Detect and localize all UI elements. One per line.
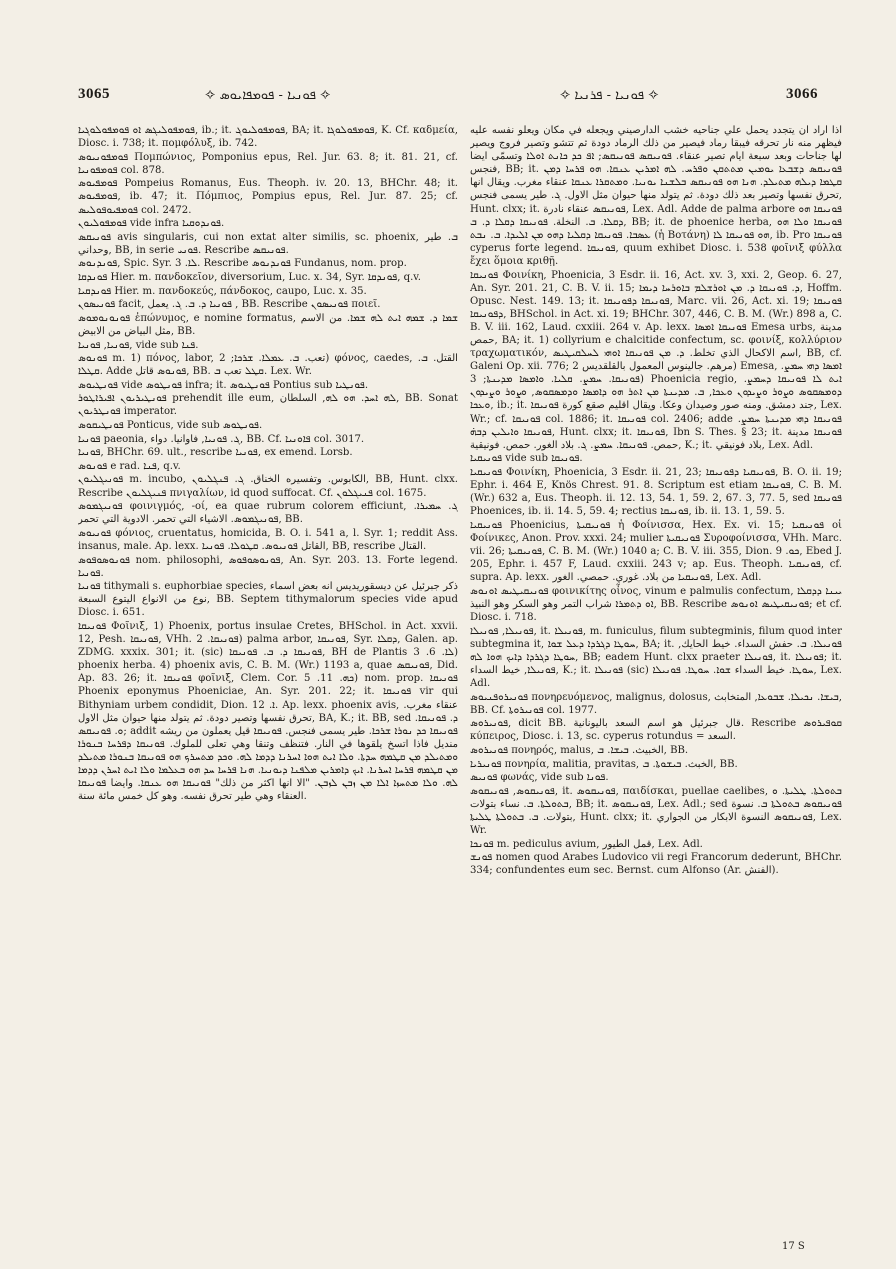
dictionary-entry: اذا اراد ان يتجدد يحمل علي جناحيه خشب الدارصيني ويجعله في مكان ويعلو نفسه عليه فيظهر منه نار تحرقه فيبقا رماد فيصير من ذلك الرماد دودة ثم تتشو وتصير فروج ويصير لها جناحات وبعد سبعة ايام تصير عنقاء. ܦܘܢܝܩܣ ܦܘܢܝܩܣ; ܐܦ ܟܕ ܟܐܢܬ ܐܘܠܐ وتسمّى ايضا فنجس, BB; it. ܦܘܢܝܩܣ ܕܫܒܥܐ ܝܘܡܝܢ ܡܬܬܩܢ ܘܦܪܚ. ܠܗ ܐܡܪܝܢ ܥܢܩܐ. ܗܘ ܦܪܚܐ ܕܡܢ ܩܛܡܐ ܕܝܠܗ ܡܬܝܠܕ. ܗܢܐ ܗܘ ܦܘܢܝܩܣ ܒܠܫܢܐ ܝܘܢܝܐ. ܘܡܬܩܪܐ ܥܢܩܐ عنقاء مغرب. ويقال انها تحرق نفسها وتصير بعد ذلك دودة. ثم يتولد منها حيوان مثل الاول. ܓ. طير يسمى فنجس, Hunt. clxx; it. ܦܘܢܝܩܣ عنقاء نادرة, Lex. Adl. Adde de palma arbore ܦܘܢܝܩܐ ܗܘ ܕܩܠܐ. ܒ. النخلة. ܦܘܢܝܩܐ ܕܩܠܐ ܕ. ܒ, BB; it. de phoenice herba, ܦܘܢܝܩܐ ܘܠܐ ܗܘ ܥܣܒܐ. ܦܘܢܝܩܐ ܕܩܠܝܐ ܕܗܘ ܡܢ ܐܠܝܕܐ. ܒ. ܢܒܬ (ἡ Βοτάνη) ܗܘ ܦܘܢܝܩܐ ܠܐ, ib. Pro ܦܘܢܝܩܐ cyperus forte legend. ܦܘܢܝܩܐ, quum exhibet Diosc. i. 538 φοῖνιξ φύλλα ἔχει ὅμοια κριθῇ. [470, 125, 842, 267]
dictionary-entry: ܦܘܡܦܘܠܝܘܢ vide infra ܦܘܢܕܘܩܝܐ. [78, 218, 225, 230]
dictionary-entry: ܦܘܡܦܝܘܣ Pompeius Romanus, Eus. Theoph. iv. 20. 13, BHChr. 48; it. ܦܘܡܦܝܘܣ, ib. 47; it. Πόμπιος, Pompius epus, Rel. Jur. 87. 25; cf. ܦܘܡܦܝܘܦܘܠܝܣ col. 2472. [78, 178, 458, 216]
dictionary-entry: ܦܘܢܘܣܘܦܘܣ nom. philosophi, ܦܘܢܘܣܘܦܘܣ, An. Syr. 203. 13. Forte legend. ܦܘܢܝܐ. [78, 554, 458, 579]
left-column [78, 124, 458, 1244]
dictionary-entry: ܦܘܢܛܝܩܘܣ Ponticus, vide sub ܦܘܢܛܘܣ. [78, 420, 263, 432]
dictionary-entry: ܦܘܢܝܐ, BHChr. 69. ult., rescribe ܦܘܢܝܐ, ex emend. Lorsb. [78, 447, 353, 459]
dictionary-entry: ܦܘܢܝܩܝܐ vide sub ܦܘܢܝܩܐ. [470, 453, 583, 465]
dictionary-entry: ܦܘܢܕܩܝܐ Hier. m. πανδοκεύς, πάνδοκος, caupo, Luc. x. 35. [78, 285, 367, 297]
dictionary-entry: ܦܘܢܕܩܐ Hier. m. πανδοκεῖον, diversorium, Luc. x. 34, Syr. ܦܘܢܕܩܐ, q.v. [78, 272, 421, 284]
dictionary-entry: ܦܘܢܝܩܐ Φοῖνιξ, 1) Phoenix, portus insulae Cretes, BHSchol. in Act. xxvii. 12, Pesh. ܦܘܢܝܩܐ, VHh. ܦܘܢܝܩܐ. 2) palma arbor, ܦܘܢܝܩܐ, Syr. ܕܩܠܐ, Galen. ap. ZDMG. xxxix. 301; it. (sic) ܦܘܢܝܩܐ ܕ. ܒ. ܦܘܢܝܩܐ, BH de Plantis ܠܐ. 6. 3) phoenix herba. 4) phoenix avis, C. B. M. (Wr.) 1193 a, quae ܦܘܢܝܩܣ, Did. Ap. 83. 26; it. ܦܘܢܝܩܐ φοῖνιξ, Clem. Cor. ܟܗ. 11. 5) nom. prop. ܦܘܢܝܩܐ Phoenix eponymus Phoeniciae, An. Syr. 201. 22; it. ܦܘܢܝܩܐ vir qui Bithyniam urbem condidit, Dion. ܐ. 12. Ap. lexx. phoenix avis, عنقاء مغرب. تحرق نفسها وتصير دودة. ثم يتولد منها حيوان مثل الاول, BA, K.; it. BB, sed ܕ. ܦܘܢܝܩܐ. ܘ. ܦܘܢܝܩܣ; addit ܦܘܢܝܩܐ ܟܕ ܢܘܪܐ ܫܪܟܐ. طير يسمى فنجس. ܦܘܢܝܩܐ قيل يعملون من ريشه منديل فاذا اتسخ يلقوها في النار. فتنظف وتنقا وهي تعلى للملوك. ܦܘܢܝܩܐ ܕܦܪܚܐ ܒܢܘܪܐ ܘܡܬܝܠܕ ܡܢ ܩܛܡܗ ܚܕܬܐ. ܘܠܐ ܐܝܬ ܗܘܐ ܐܚܪܢܐ ܕܕܡܐ ܠܗ. ܘܟܕ ܡܬܚܪܟ ܗܘ ܦܘܢܝܩܐ ܒܢܘܪܐ ܡܬܝܠܕ ܡܢ ܩܛܡܗ ܦܪܚܐ ܐܚܪܢܐ. ܐܝܟ ܕܐܡܪܝܢ ܡܠܦܢܐ ܕܝܘܢܝܐ. ܗܢܐ ܦܪܚܐ ܚܕ ܗܘ ܒܥܠܡܐ ܘܠܐ ܐܝܬ ܐܚܪܢ ܕܕܡܐ ܠܗ. ܘܠܐ ܡܬܚܙܐ ܐܠܐ ܡܢ ܙܒܢ ܠܙܒܢ. "الا انها اكثر من ذلك" ܦܘܢܝܩܐ ܗܘ ܥܢܩܐ. وايضا ܦܘܢܝܩܐ العنقاء وهي طير تحرق نفسه. وهو كل خمس مائة سنة. [78, 620, 458, 803]
dictionary-entry: ܦܘܢܫ nomen quod Arabes Ludovico vii regi Francorum dederunt, BHChr. 334; confundentes eum sec. Bernst. cum Alfonso (Ar. الفنش). [470, 852, 842, 877]
dictionary-entry: ܦܘܢܟܐ m. pediculus avium, قمل الطيور, Lex. Adl. [470, 838, 703, 850]
dictionary-entry: ܦܘܢܝܩܐ Φοινίκη, Phoenicia, 3 Esdr. ii. 16, Act. xv. 3, xxi. 2, Geop. 6. 27, An. Syr. 201. 21, C. B. V. ii. 15; ܕ. ܦܘܢܝܩܐ ܕ. ܡܢ ܐܘܪܫܠܡ ܒܐܘܪܚܐ ܕܝܡܐ, Hoffm. Opusc. Nest. 149. 13; it. ܦܘܢܝܩܐ ܕܦܘܢܝܩܐ, Marc. vii. 26, Act. xi. 19; ܦܘܢܝܩܐ ܕܦܘܢܝܩܐ, BHSchol. in Act. xi. 19; BHChr. 307, 446, C. B. M. (Wr.) 898 a, C. B. V. iii. 162, Laud. cxxiii. 264 v. Ap. lexx. ܦܘܢܝܩܐ ܐܡܣܐ Emesa urbs, مدينة حمص, BA; it. 1) collyrium e chalcitide confectum, sc. φοινίξ, κολλύριον τραχωματικόν, اسم الاكحال الذي تخلط. ܕ. ܡܢ ܦܘܢܝܩܐ ܐܘܗܝ ܠܚܠܩܝܛܝܣ, BB, cf. Galeni Op. xii. 776; مرهم. جالينوس المعمول بالقلقديس 2) Emesa, ܐܡܣܐ ܕܗܝ ܚܡܨ. ܦܘܢܝܩܐ. ܚܡܨ. ܩܠܝܐ. ܘܐܡܣܐ ܡܕܝܢܬܐ; 3) Phoenicia regio, ܐܝܬ ܠܐ ܦܘܢܝܩܐ ܕܚܡܨ. ܕܘܡܣܩܘܣ ܘܨܘܪ ܘܨܝܕܘܢ ܘܥܟܐ, ܒ. ܡܕܝܢܬܐ ܡܢ ܐܬܪ ܗܘ ܕܐܡܣܐ ܘܕܡܣܩܘܣ, ܘܨܘܪ ܘܨܝܕܘܢ ܘܥܟܐ, ib.; it. جند دمشق. ومنه صور وصيدان وعكا. ويقال اقليم صقع كورة ܦܘܢܝܩܐ, Lex. Wr.; cf. ܦܘܢܝܩܐ col. 1886; it. ܦܘܢܝܩܐ col. 2406; adde ܦܘܢܝܩܐ ܕܗܝ ܡܕܝܢܬܐ ܚܡܨ. ܦܘܢܝܩܐ ܘܐܝܠܝܢ ܕܒܗ̇, Hunt. clxx; it. ܦܘܢܝܩܐ, Ibn S. Thes. § 23; it. ܦܘܢܝܩܐ مدينة حمص. ܦܘܢܝܩܐ. ܚܡܨ. ܓ. بلاد الغور. حمص. فونيقية, K.; it. بلاد فونيقي, Lex. Adl. [470, 269, 842, 451]
right-running-head: ✧ ܦܘܢܝܐ - ܦܪܢܝܐ ✧ [560, 88, 659, 103]
right-column [470, 124, 842, 1244]
dictionary-entry: ܦܘܢܘܢܘܡܘܣ ἐπώνυμος, e nomine formatus, ܫܡܐ ܕ. ܫܡܗ ܐܝܬ ܠܗ ܫܡܐ. من الاسم مثل البياض من الابيض, BB. [78, 312, 458, 337]
page-header [0, 86, 896, 108]
dictionary-entry: ܦܘܢܝܓܠܝܘܢ m. incubo, الكابوس. وتفسيره الخناق. ܓ. ܦܢܓܠܝܘܢ, BB, Hunt. clxx. Rescribe ܦܢܝܓܠܝܘܢ πνιγαλίων, id quod suffocat. Cf. ܦܢܝܓܠܘܢ col. 1675. [78, 474, 458, 499]
dictionary-entry: ܦܘܢܝܩܝܛܝܣ ܐܘܢܘܣ φοινικίτης οἶνος, vinum e palmulis confectum, ܝܝܢܐ ܕܕܩܠܐ ܐܘ ܕܬܡܪܐ شراب التمر وهو السكر وهو النبيذ, BB. Rescribe ܦܘܢܝܩܝܛܝܣ ܐܘܢܘܣ; et cf. Diosc. i. 718. [470, 585, 842, 623]
dictionary-entry: ܦܘܢܝܩܣ avis singularis, cui non extat alter similis, sc. phoenix, ܒ. طير وحداني, BB, in serie ܦܘܢܝ. Rescribe ܦܘܢܝܩܣ. [78, 231, 458, 256]
dictionary-entry: ܦܘܢܝܪܝܐ πονηρία, malitia, pravitas, الخبث. ܒܝܫܘܬܐ. ܒ, BB. [470, 758, 738, 770]
dictionary-entry: ܦܘܡܦܘܠܝܓܣ ܐܘ ܦܘܡܦܘܠܘܓܝܐ, ib.; it. ܦܘܡܦܘܠܝܘܓ, BA; it. ܦܘܡܦܘܠܘܓܐ, K. Cf. καδμεία, Diosc. i. 738; it. πομφόλυξ, ib. 742. [78, 125, 458, 150]
dictionary-entry: ܦܘܢܛܝܘܣ vide ܦܘܢܛܘܣ infra; it. ܦܘܢܛܝܘܣ Pontius sub ܦܘܢܛܝܐ. [78, 379, 369, 391]
dictionary-entry: ܦܘܢܝܐ tithymali s. euphorbiae species, ذكر جبرئيل عن ديسقوريديس انه بعض اسماء نوع من الانواع اليتوع السبعة, BB. Septem tithymalorum species vide apud Diosc. i. 651. [78, 581, 458, 619]
dictionary-entry: ܦܘܢܝܪܘܦܢܝܘܣ πονηρευόμενος, malignus, dolosus, ܒܝܫܐ. ܢܟܝܠܐ. ܫܒܘܥܐ, المتخابث, BB. Cf. ܦܘܢܝܪܘܬܐ col. 1977. [470, 691, 842, 716]
dictionary-entry: ܦܘܢܝܓܡܘܣ φοινιγμός, -οί, ea quae rubrum colorem efficiunt, ܓ. ܚܡܝܪܐ. ܦܘܢܝܓܡܘܣ. الاشياء التي تحمر. الادوية التي تحمر, BB. [78, 501, 458, 526]
right-page-number: 3066 [786, 86, 818, 102]
dictionary-entry: ܦܘܢܕܢܘܣ, Spic. Syr. ܠܐ. 3. Rescribe ܦܘܢܕܢܘܣ Fundanus, nom. prop. [78, 258, 407, 270]
dictionary-entry: ܦܘܢܝܐ, ܦܘܢܝܐ, vide sub ܦܢܐ. [78, 339, 199, 351]
dictionary-entry: ܦܘܢܛܝܪܝܘܢ ܐܦܝܪܐܛܘܪ prehendit ille eum, ܠܗ ܐܚܕ. ܗܘ ܠܗ, السلطان, BB. Sonat ܦܘܢܛܪܝܘܢ imperator. [78, 393, 458, 418]
dictionary-entry: ܦܘܡܦܘܢܝܘܣ Πομπώνιος, Pomponius epus, Rel. Jur. 63. 8; it. 81. 21, cf. ܦܘܡܦܘܢܝܐ col. 878. [78, 151, 458, 176]
dictionary-entry: ܦܘܢܝܣ φωνάς, vide sub ܦܘܢܐ. [470, 772, 609, 784]
dictionary-entry: ܦܘܢܝܣܘܢ facit, ܦܘܢܝܐ ܕ. ܒ. ܓ. يعمل , BB. Rescribe ܦܘܢܝܣܘܢ ποιεῖ. [78, 299, 381, 311]
dictionary-entry: ܦܘܢܝܘܣ φόνιος, cruentatus, homicida, B. O. i. 541 a, l. Syr. 1; reddit Ass. insanus, male. Ap. lexx. القاتل ܦܘܢܝܘܣ. ܩܛܘܠܐ. ܦܘܢܝܐ, BB, rescribe القتال. [78, 527, 458, 552]
left-running-head: ✧ ܦܘܢܝܐ - ܦܘܡܦܐܝܘܣ ✧ [205, 88, 331, 103]
dictionary-entry: ܦܘܢܝܪܘܣ πονηρός, malus, الخبيث. ܒܝܫܐ. ܒ, BB. [470, 744, 689, 756]
signature-mark: 17 S [782, 1241, 805, 1252]
dictionary-entry: ܦܘܢܝܐ paeonia, ܓ. ܦܘܢܝܐ, فاوانيا. دواء, BB. Cf. ܦܐܘܢܝܐ col. 3017. [78, 433, 365, 445]
dictionary-entry: ܦܘܢܝܩܘܣ, ܦܘܢܝܩܘܣ, it. ܦܘܢܝܩܘܣ, παιδίσκαι, puellae caelibes, ܒܬܘܠܬܐ. ܛܠܝܬܐ. ܘ ܒܬܘܠܬܐ. ܒ. نساء بتولات, BB; it. ܦܘܢܝܩܘܣ, Lex. Adl.; sed ܦܘܢܝܩܘܣ ܒܬܘܠܬܐ ܒ. نسوة بتولات. ܒ. ܒܬܘܠܬܐ ܛܠܝܬܐ, Hunt. clxx; it. ܦܘܢܝܩܘܣ النسوة الابكار من الجواري, Lex. Wr. [470, 785, 842, 836]
dictionary-entry: ܦܘܢܝܪܘܣ, dicit BB. قال جبرئيل هو اسم السعد باليونانية. Rescribe ܩܘܦܝܪܘܣ κύπειρος, Diosc. i. 13, sc. cyperus rotundus = السعد. [470, 718, 842, 743]
dictionary-entry: ܦܘܢܝܠܐ, ܦܘܢܝܠܐ, it. ܦܘܢܝܠܐ, m. funiculus, filum subtegminis, filum quod inter subtegmina it, ܚܘܛܐ ܕܓܪܕܐ ܕܥܠ ܫܘܐ, BA; it. ܦܘܢܝܠܐ. ܒ. حفش السداء. خيط الحايك, ܚܘܛܐ ܕܓܪܕܐ ܕܐܝܟ ܗܘܐ ܠܗ, BB; eadem Hunt. clxx praeter ܦܘܢܝܠܐ, it. ܦܘܢܝܠܐ; it. ܦܘܢܝܠܐ, خيط السداء, K.; it. ܦܘܢܝܠܐ (sic) ܚܘܛܐ. خيط السداء ܫܘܐ. ܚܘܛܐ. ܦܘܢܝܠܐ, Lex. Adl. [470, 625, 842, 689]
dictionary-entry: ܦܘܢܘܣ m. 1) πόνος, labor, تعب. ܒ. ܥܡܠܐ. ܫܪܟܐ; 2) φόνος, caedes, القتل. ܒ. ܩܛܠܐ. Adde ܦܘܢܘܣ قاتل, BB. ܩܛܠ تعب ܒ. Lex. Wr. [78, 353, 458, 378]
left-page-number: 3065 [78, 86, 110, 102]
dictionary-entry: ܦܘܢܘܣ e rad. ܦܢܐ, q.v. [78, 460, 181, 472]
dictionary-entry: ܦܘܢܝܩܝܐ Φοινίκη, Phoenicia, 3 Esdr. ii. 21, 23; ܦܘܢܝܩܝܐ ܕܦܘܢܝܩܐ, B. O. ii. 19; Ephr. i. 464 E, Knös Chrest. 91. 8. Scriptum est etiam ܦܘܢܝܩܐ, C. B. M. (Wr.) 632 a, Eus. Theoph. ii. 12. 13, 54. 1, 59. 2, 67. 3, 77. 5, sed ܦܘܢܝܩܐ Phoenices, ib. ii. 14. 5, 59. 4; rectius ܦܘܢܝܩܐ, ib. ii. 13. 1, 59. 5. [470, 466, 842, 518]
dictionary-entry: ܦܘܢܝܩܝܐ Phoenicius, ܦܘܢܝܩܝܬܐ ἡ Φοίνισσα, Hex. Ex. vi. 15; ܦܘܢܝܩܝܐ οἱ Φοίνικες, Anon. Prov. xxxi. 24; mulier ܦܘܢܝܩܝܬܐ Συροφοίνισσα, VHh. Marc. vii. 26; ܦܘܢܝܩܝܬܐ, C. B. M. (Wr.) 1040 a; C. B. V. iii. 355, Dion. ܟܘ. 9, Ebed J. 205, Ephr. i. 457 F, Laud. cxxiii. 243 v; ap. Eus. Theoph. ܦܘܢܝܩܝܐ, cf. supra. Ap. lexx. ܦܘܢܝܩܝܐ من بلاد. غوري. حمصي. الغور, Lex. Adl. [470, 519, 842, 584]
